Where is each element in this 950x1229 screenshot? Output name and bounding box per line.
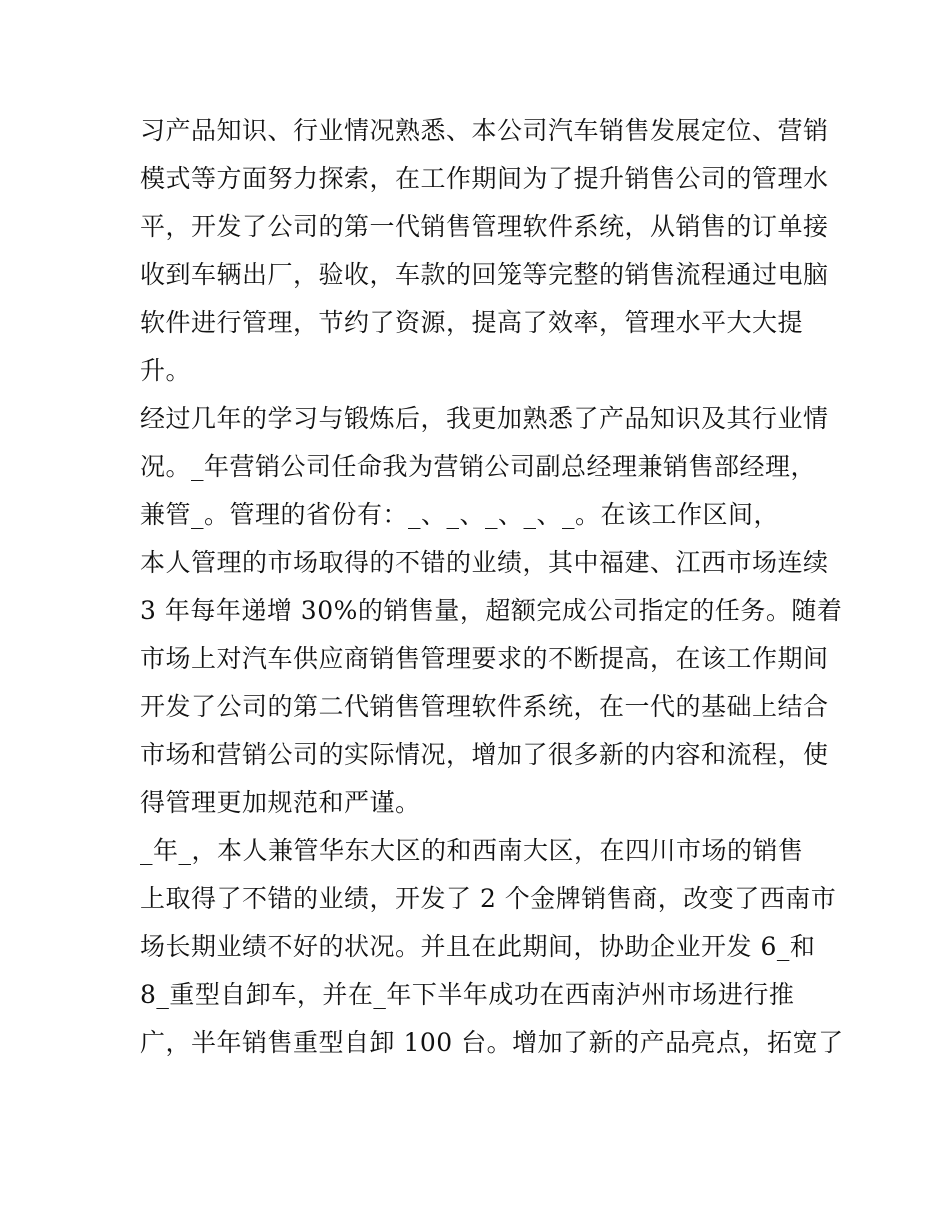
text-line: 习产品知识、行业情况熟悉、本公司汽车销售发展定位、营销 [140, 116, 829, 145]
text-line: 市场和营销公司的实际情况，增加了很多新的内容和流程，使 [140, 740, 829, 769]
text-line: 模式等方面努力探索，在工作期间为了提升销售公司的管理水 [140, 164, 829, 193]
paragraph-2 [140, 395, 843, 827]
text-line: 收到车辆出厂，验收，车款的回笼等完整的销售流程通过电脑 [140, 260, 829, 289]
text-line: 开发了公司的第二代销售管理软件系统，在一代的基础上结合 [140, 692, 829, 721]
text-line: 平，开发了公司的第一代销售管理软件系统，从销售的订单接 [140, 212, 829, 241]
text-line: 本人管理的市场取得的不错的业绩，其中福建、江西市场连续 [140, 548, 829, 577]
text-line: 经过几年的学习与锻炼后，我更加熟悉了产品知识及其行业情 [140, 404, 829, 433]
document-body [140, 107, 844, 1067]
text-line: 3 年每年递增 30%的销售量，超额完成公司指定的任务。随着 [140, 596, 843, 625]
text-line: 市场上对汽车供应商销售管理要求的不断提高，在该工作期间 [140, 644, 829, 673]
text-line: 软件进行管理，节约了资源，提高了效率，管理水平大大提 [140, 308, 804, 337]
text-line: 广，半年销售重型自卸 100 台。增加了新的产品亮点，拓宽了 [140, 1028, 844, 1057]
text-line: 上取得了不错的业绩，开发了 2 个金牌销售商，改变了西南市 [140, 884, 837, 913]
text-line: 况。_年营销公司任命我为营销公司副总经理兼销售部经理， [140, 452, 817, 481]
text-line: 8_重型自卸车，并在_年下半年成功在西南泸州市场进行推 [140, 980, 795, 1009]
text-line: 升。 [140, 356, 192, 385]
paragraph-3 [140, 827, 844, 1067]
text-line: 兼管_。管理的省份有：_、_、_、_、_。在该工作区间， [140, 500, 780, 529]
text-line: 场长期业绩不好的状况。并且在此期间，协助企业开发 6_和 [140, 932, 816, 961]
paragraph-1 [140, 107, 829, 395]
text-line: _年_，本人兼管华东大区的和西南大区，在四川市场的销售 [140, 836, 804, 865]
text-line: 得管理更加规范和严谨。 [140, 788, 421, 817]
